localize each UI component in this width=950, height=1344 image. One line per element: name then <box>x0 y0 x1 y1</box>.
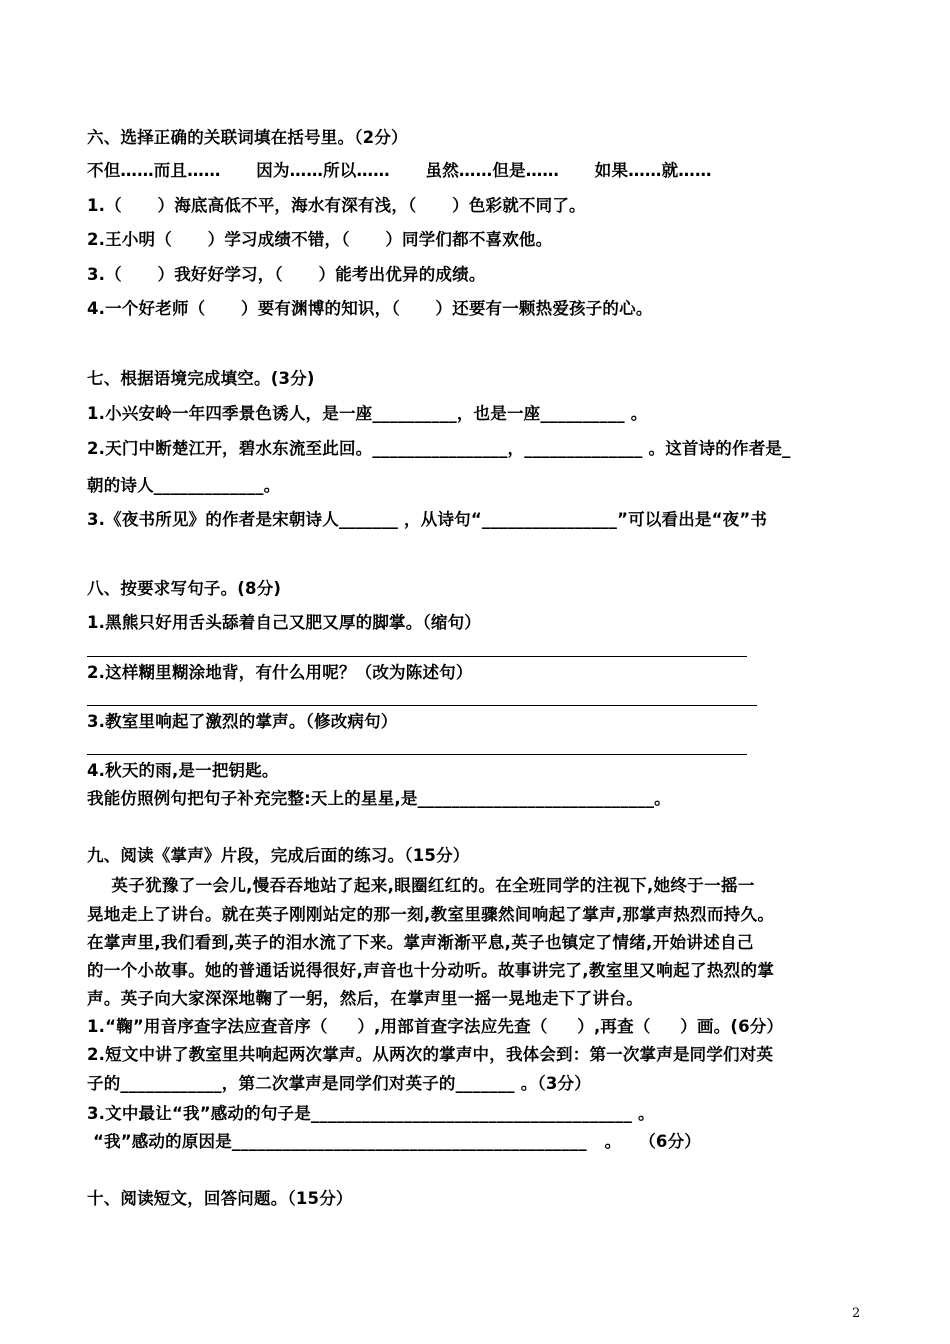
section7-item-3: 3.《夜书所见》的作者是宋朝诗人_______ ，从诗句“________________”可以看出是“夜”书 <box>87 510 768 529</box>
section9-item-3-reason: “我”感动的原因是__________________________________________ 。 （6分） <box>87 1132 701 1151</box>
answer-line-1 <box>87 656 747 657</box>
passage-line-4: 的一个小故事。她的普通话说得很好,声音也十分动听。故事讲完了,教室里又响起了热烈的掌 <box>87 961 775 980</box>
page-number: 2 <box>852 1306 861 1321</box>
section6-item-4: 4.一个好老师（ ）要有渊博的知识，（ ）还要有一颗热爱孩子的心。 <box>87 299 653 318</box>
section7-item-2: 2.天门中断楚江开，碧水东流至此回。________________，______________ 。这首诗的作者是_ <box>87 439 791 458</box>
passage-line-2: 晃地走上了讲台。就在英子刚刚站定的那一刻,教室里骤然间响起了掌声,那掌声热烈而持久。 <box>87 905 775 924</box>
conjunction-options: 不但……而且…… 因为……所以…… 虽然……但是…… 如果……就…… <box>87 161 712 180</box>
section9-item-3: 3.文中最让“我”感动的句子是______________________________________ 。 <box>87 1104 655 1123</box>
section6-item-2: 2.王小明（ ）学习成绩不错，（ ）同学们都不喜欢他。 <box>87 230 553 249</box>
answer-line-3 <box>87 754 747 755</box>
section8-item-3: 3.教室里响起了激烈的掌声。（修改病句） <box>87 712 398 731</box>
section8-item-1: 1.黑熊只好用舌头舔着自己又肥又厚的脚掌。（缩句） <box>87 613 481 632</box>
section7-title: 七、根据语境完成填空。(3分) <box>87 369 315 388</box>
section9-item-1: 1.“鞠”用音序查字法应查音序（ ）,用部首查字法应先查（ ）,再查（ ）画。(6分） <box>87 1017 784 1036</box>
passage-line-1: 英子犹豫了一会儿,慢吞吞地站了起来,眼圈红红的。在全班同学的注视下,她终于一摇一 <box>87 876 755 895</box>
section9-item-2-cont: 子的____________，第二次掌声是同学们对英子的_______ 。（3分） <box>87 1074 591 1093</box>
section10-title: 十、阅读短文，回答问题。（15分） <box>87 1189 353 1208</box>
section9-item-2: 2.短文中讲了教室里共响起两次掌声。从两次的掌声中，我体会到：第一次掌声是同学们对英 <box>87 1045 774 1064</box>
section6-item-3: 3.（ ）我好好学习，（ ）能考出优异的成绩。 <box>87 265 486 284</box>
section8-item-4: 4.秋天的雨,是一把钥匙。 <box>87 761 279 780</box>
section8-title: 八、按要求写句子。(8分) <box>87 579 282 598</box>
passage-line-5: 声。英子向大家深深地鞠了一躬，然后，在掌声里一摇一晃地走下了讲台。 <box>87 989 644 1008</box>
passage-line-3: 在掌声里,我们看到,英子的泪水流了下来。掌声渐渐平息,英子也镇定了情绪,开始讲述自己 <box>87 933 754 952</box>
section8-item-4-prompt: 我能仿照例句把句子补充完整:天上的星星,是____________________________。 <box>87 789 671 808</box>
section7-item-2-cont: 朝的诗人_____________。 <box>87 476 281 495</box>
section8-item-2: 2.这样糊里糊涂地背，有什么用呢？（改为陈述句） <box>87 663 473 682</box>
answer-line-2 <box>87 705 757 706</box>
section7-item-1: 1.小兴安岭一年四季景色诱人，是一座__________，也是一座__________ 。 <box>87 404 648 423</box>
section6-item-1: 1.（ ）海底高低不平，海水有深有浅，（ ）色彩就不同了。 <box>87 196 586 215</box>
section6-title: 六、选择正确的关联词填在括号里。（2分） <box>87 128 408 147</box>
section9-title: 九、阅读《掌声》片段，完成后面的练习。（15分） <box>87 846 470 865</box>
